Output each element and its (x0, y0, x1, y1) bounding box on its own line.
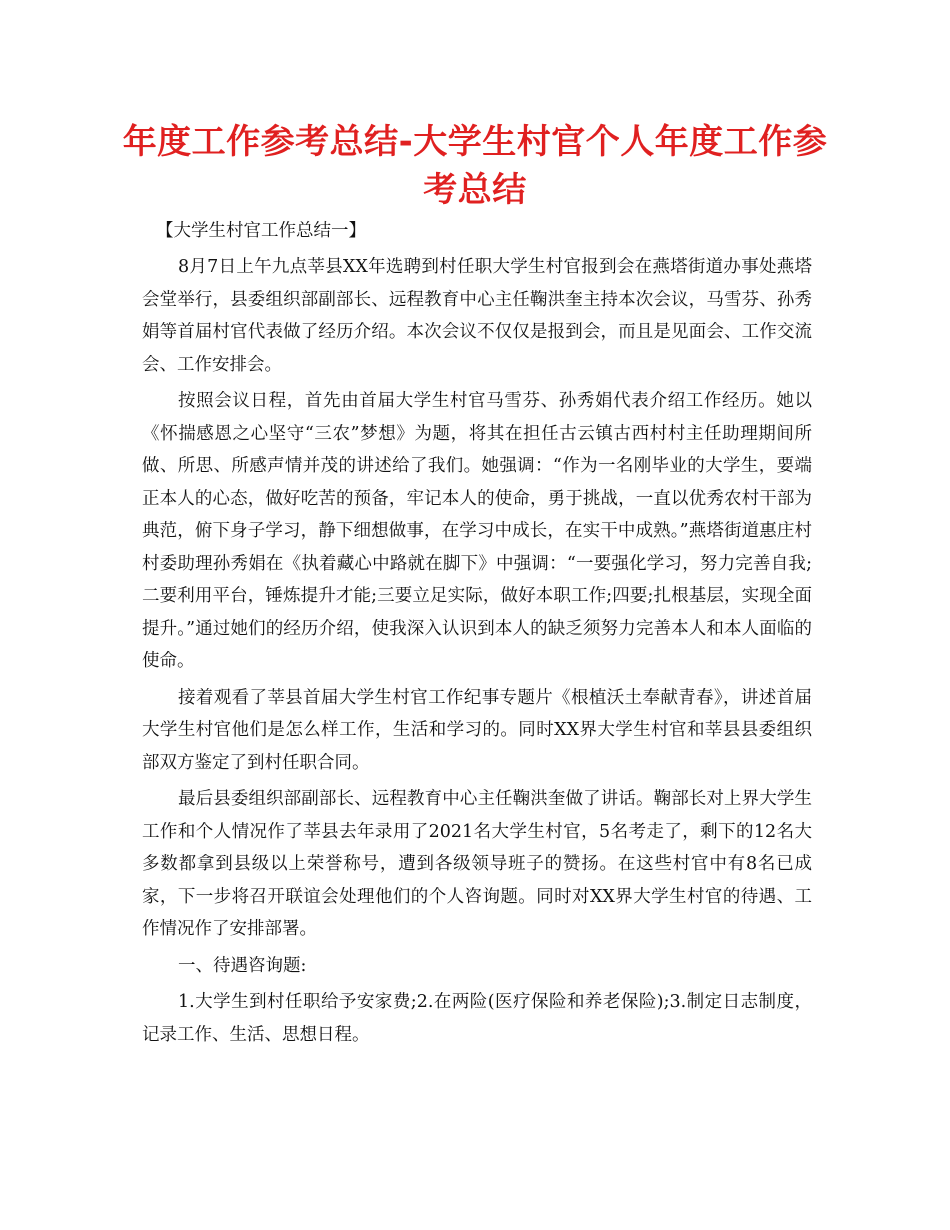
paragraph-report-meeting: 8月7日上午九点莘县XX年选聘到村任职大学生村官报到会在燕塔街道办事处燕塔会堂举行，县委组织部副部长、远程教育中心主任鞠洪奎主持本次会议，马雪芬、孙秀娟等首届村官代表做了经历介绍。本次会议不仅仅是报到会，而且是见面会、工作交流会、工作安排会。 (142, 257, 812, 375)
paragraph-closing-speech: 最后县委组织部副部长、远程教育中心主任鞠洪奎做了讲话。鞠部长对上界大学生工作和个人情况作了莘县去年录用了2021名大学生村官，5名考走了，剩下的12名大多数都拿到县级以上荣誉称号，遭到各级领导班子的赞扬。在这些村官中有8名已成家，下一步将召开联谊会处理他们的个人咨询题。同时对XX界大学生村官的待遇、工作情况作了安排部署。 (142, 789, 812, 939)
document-body (142, 215, 812, 1055)
paragraph-benefits-list: 1.大学生到村任职给予安家费;2.在两险(医疗保险和养老保险);3.制定日志制度，记录工作、生活、思想日程。 (142, 992, 812, 1045)
paragraph-documentary: 接着观看了莘县首届大学生村官工作纪事专题片《根植沃土奉献青春》，讲述首届大学生村官他们是怎么样工作，生活和学习的。同时XX界大学生村官和莘县县委组织部双方鉴定了到村任职合同。 (142, 687, 812, 773)
paragraph-subheading-benefits: 一、待遇咨询题: (178, 955, 307, 976)
document-title: 年度工作参考总结-大学生村官个人年度工作参考总结 (122, 122, 828, 210)
section-heading: 【大学生村官工作总结一】 (156, 221, 366, 241)
paragraph-experience-introduction: 按照会议日程，首先由首届大学生村官马雪芬、孙秀娟代表介绍工作经历。她以《怀揣感恩之心坚守“三农”梦想》为题，将其在担任古云镇古西村村主任助理期间所做、所思、所感声情并茂的讲述给了我们。她强调：“作为一名刚毕业的大学生，要端正本人的心态，做好吃苦的预备，牢记本人的使命，勇于挑战，一直以优秀农村干部为典范，俯下身子学习，静下细想做事，在学习中成长，在实干中成熟。”燕塔街道惠庄村村委助理孙秀娟在《执着藏心中路就在脚下》中强调：“一要强化学习，努力完善自我;二要利用平台，锤炼提升才能;三要立足实际，做好本职工作;四要;扎根基层，实现全面提升。”通过她们的经历介绍，使我深入认识到本人的缺乏须努力完善本人和本人面临的使命。 (142, 391, 812, 671)
